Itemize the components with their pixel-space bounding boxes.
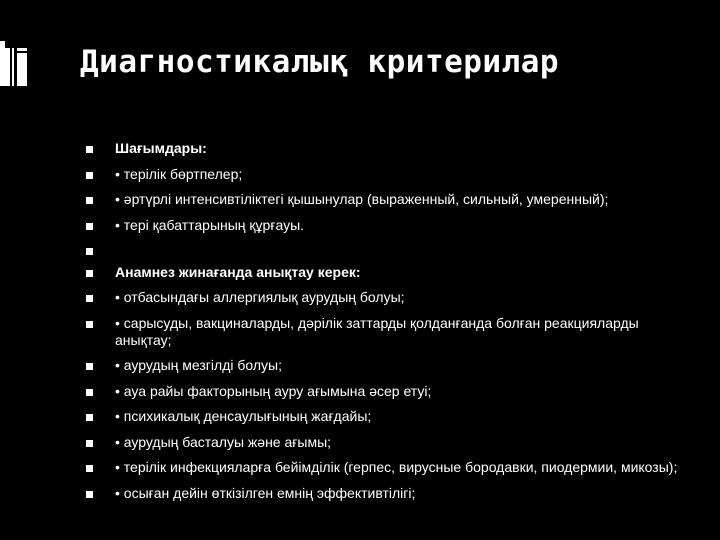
- list-item: [86, 166, 686, 183]
- list-item-text: • тері қабаттарының құрғауы.: [115, 216, 305, 233]
- list-item: [86, 140, 686, 157]
- list-heading: Анамнез жинағанда анықтау керек:: [115, 263, 361, 280]
- square-bullet-icon: [86, 321, 93, 328]
- list-item: [86, 242, 686, 255]
- list-item-text: • ауа райы факторының ауру ағымына әсер етуі;: [115, 382, 432, 399]
- decorative-bar: [12, 48, 14, 86]
- square-bullet-icon: [86, 172, 93, 179]
- list-item: [86, 434, 686, 451]
- list-item-text: • психикалық денсаулығының жағдайы;: [115, 408, 372, 424]
- list-item-text: • сарысуды, вакциналарды, дәрілік заттарды қолданғанда болған реакцияларды анықтау;: [115, 314, 639, 348]
- square-bullet-icon: [86, 270, 93, 277]
- square-bullet-icon: [86, 295, 93, 302]
- list-item: [86, 217, 686, 234]
- list-item: [86, 289, 686, 306]
- decorative-bar: [0, 41, 5, 49]
- list-item: [86, 357, 686, 374]
- square-bullet-icon: [86, 465, 93, 472]
- square-bullet-icon: [86, 491, 93, 498]
- list-item: [86, 315, 686, 349]
- square-bullet-icon: [86, 248, 93, 255]
- decorative-line: [17, 51, 27, 53]
- list-item: [86, 383, 686, 400]
- list-item: [86, 459, 686, 476]
- slide-title: Диагностикалық критерилар: [80, 44, 560, 80]
- list-item-text: • аурудың мезгілді болуы;: [115, 357, 282, 373]
- list-item-text: • отбасындағы аллергиялық аурудың болуы;: [115, 289, 405, 305]
- list-item-text: • терілік бөртпелер;: [115, 165, 243, 182]
- square-bullet-icon: [86, 197, 93, 204]
- list-item: [86, 485, 686, 502]
- list-item: [86, 408, 686, 425]
- list-item-text: • әртүрлі интенсивтіліктегі қышынулар (выраженный, сильный, умеренный);: [115, 191, 609, 207]
- list-item-text: • терілік инфекцияларға бейімділік (герпес, вирусные бородавки, пиодермии, микозы);: [115, 459, 678, 475]
- square-bullet-icon: [86, 223, 93, 230]
- list-heading: Шағымдары:: [115, 140, 207, 156]
- square-bullet-icon: [86, 363, 93, 370]
- decorative-bar: [17, 48, 27, 86]
- list-item-text: • осыған дейін өткізілген емнің эффективтілігі;: [115, 484, 416, 501]
- square-bullet-icon: [86, 440, 93, 447]
- list-item: [86, 191, 686, 208]
- list-item: [86, 264, 686, 281]
- square-bullet-icon: [86, 414, 93, 421]
- bullet-list: [86, 140, 686, 510]
- list-item-text: • аурудың басталуы және ағымы;: [115, 433, 332, 450]
- square-bullet-icon: [86, 146, 93, 153]
- square-bullet-icon: [86, 389, 93, 396]
- decorative-bar: [0, 48, 10, 86]
